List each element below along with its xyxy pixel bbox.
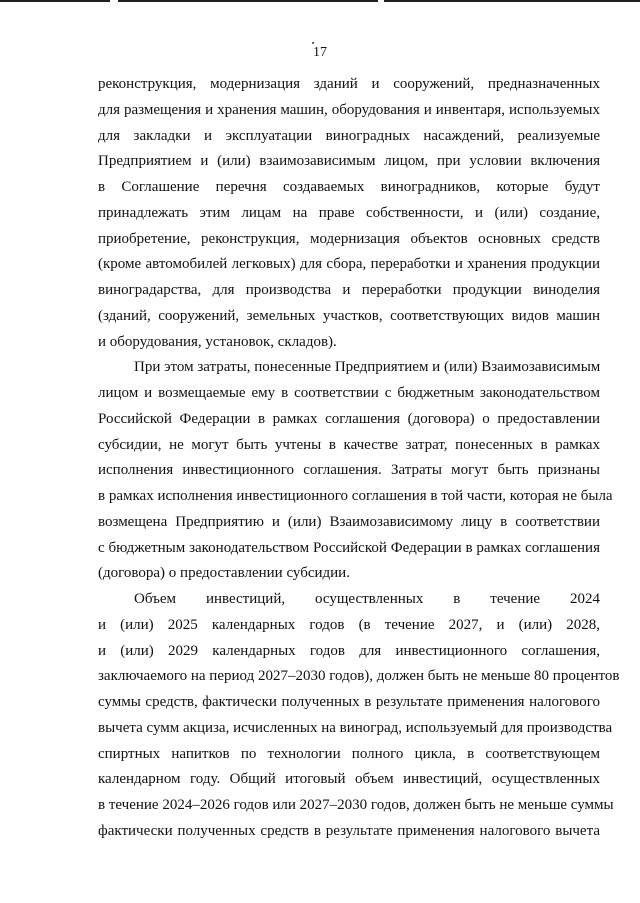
text-line: Российской Федерации в рамках соглашения (договора) о предоставлении xyxy=(98,410,600,427)
text-line: приобретение, реконструкция, модернизация объектов основных средств xyxy=(98,230,600,247)
text-line: календарном году. Общий итоговый объем инвестиций, осуществленных xyxy=(98,771,600,788)
paragraph-3 xyxy=(98,587,620,845)
text-line: для размещения и хранения машин, оборудования и инвентаря, используемых xyxy=(98,101,600,118)
paragraph-2 xyxy=(98,355,613,587)
text-line: фактически полученных средств в результате применения налогового вычета xyxy=(98,822,600,839)
document-body xyxy=(98,72,620,845)
text-line: При этом затраты, понесенные Предприятием и (или) Взаимозависимым xyxy=(134,359,601,376)
text-line: виноградарства, для производства и переработки продукции виноделия xyxy=(98,282,600,298)
text-line: суммы средств, фактически полученных в результате применения налогового xyxy=(98,694,600,710)
text-line: (зданий, сооружений, земельных участков, соответствующих видов машин xyxy=(98,307,600,324)
text-line: лицом и возмещаемые ему в соответствии с бюджетным законодательством xyxy=(98,385,600,401)
text-line: возмещена Предприятию и (или) Взаимозависимому лицу в соответствии xyxy=(98,513,600,530)
text-line: и (или) 2029 календарных годов для инвестиционного соглашения, xyxy=(98,642,600,659)
text-line: вычета сумм акциза, исчисленных на виноград, используемый для производства xyxy=(98,719,613,736)
text-line: в рамках исполнения инвестиционного соглашения в той части, которая не была xyxy=(98,488,613,504)
text-line: спиртных напитков по технологии полного цикла, в соответствующем xyxy=(98,745,600,762)
text-line: в течение 2024–2026 годов или 2027–2030 годов, должен быть не меньше суммы xyxy=(98,797,614,813)
scan-top-edge xyxy=(0,0,640,3)
paragraph-1 xyxy=(98,72,600,355)
text-line: в Соглашение перечня создаваемых виноградников, которые будут xyxy=(98,179,600,195)
text-line: (договора) о предоставлении субсидии. xyxy=(98,565,350,582)
text-line: (кроме автомобилей легковых) для сбора, переработки и хранения продукции xyxy=(98,256,600,273)
text-line: с бюджетным законодательством Российской Федерации в рамках соглашения xyxy=(98,539,600,556)
text-line: субсидии, не могут быть учтены в качестве затрат, понесенных в рамках xyxy=(98,436,600,453)
text-line: Предприятием и (или) взаимозависимым лицом, при условии включения xyxy=(98,153,600,170)
text-line: исполнения инвестиционного соглашения. Затраты могут быть признаны xyxy=(98,462,600,479)
text-line: и (или) 2025 календарных годов (в течение 2027, и (или) 2028, xyxy=(98,616,600,633)
text-line: принадлежать этим лицам на праве собственности, и (или) создание, xyxy=(98,204,600,221)
text-line: и оборудования, установок, складов). xyxy=(98,333,337,350)
text-line: для закладки и эксплуатации виноградных насаждений, реализуемые xyxy=(98,127,600,144)
scan-speck xyxy=(312,42,314,44)
text-line: заключаемого на период 2027–2030 годов), должен быть не меньше 80 процентов xyxy=(98,668,620,685)
text-line: реконструкция, модернизация зданий и сооружений, предназначенных xyxy=(98,76,600,92)
text-line: Объем инвестиций, осуществленных в течение 2024 xyxy=(134,591,600,607)
page-number: 17 xyxy=(313,45,327,60)
